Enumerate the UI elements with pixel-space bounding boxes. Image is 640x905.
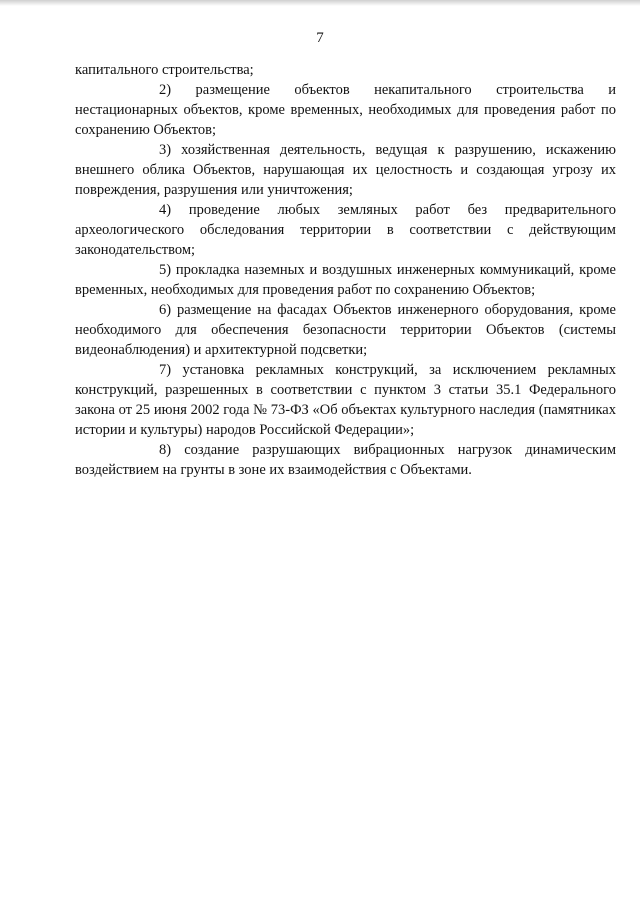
list-item-number: 3) (159, 142, 172, 158)
page-number: 7 (316, 30, 324, 46)
list-item-text: установка рекламных конструкций, за исключением рекламных конструкций, разрешенных в соответствии с пунктом 3 статьи 35.1 Федерального закона от 25 июня 2002 года № 73-ФЗ «Об объектах культурного наследия (памятниках истории и культуры) народов Российской Федерации»; (75, 362, 617, 438)
list-item-number: 6) (159, 302, 172, 318)
list-item-text: размещение объектов некапитального строительства и нестационарных объектов, кроме временных, необходимых для проведения работ по сохранению Объектов; (75, 82, 617, 138)
list-item-number: 4) (159, 202, 172, 218)
list-item (75, 140, 616, 200)
list-item-text: размещение на фасадах Объектов инженерного оборудования, кроме необходимого для обеспечения безопасности территории Объектов (системы видеонаблюдения) и архитектурной подсветки; (75, 302, 616, 358)
list-item-text: создание разрушающих вибрационных нагрузок динамическим воздействием на грунты в зоне их взаимодействия с Объектами. (75, 442, 616, 478)
list-item (75, 440, 616, 480)
continuation-line: капитального строительства; (75, 62, 254, 78)
list-item (75, 200, 616, 260)
list-item (75, 80, 616, 140)
document-body (75, 60, 616, 480)
list-item-text: хозяйственная деятельность, ведущая к разрушению, искажению внешнего облика Объектов, нарушающая их целостность и создающая угрозу их повреждения, разрушения или уничтожения; (75, 142, 617, 198)
list-item-number: 2) (159, 82, 172, 98)
list-item-number: 5) (159, 262, 172, 278)
list-item-text: прокладка наземных и воздушных инженерных коммуникаций, кроме временных, необходимых для проведения работ по сохранению Объектов; (75, 262, 616, 298)
list-item (75, 360, 616, 440)
list-item (75, 260, 616, 300)
list-item-number: 8) (159, 442, 172, 458)
list-item-number: 7) (159, 362, 172, 378)
scan-top-edge (0, 0, 640, 6)
list-item (75, 300, 616, 360)
list-item-text: проведение любых земляных работ без предварительного археологического обследования территории в соответствии с действующим законодательством; (75, 202, 617, 258)
